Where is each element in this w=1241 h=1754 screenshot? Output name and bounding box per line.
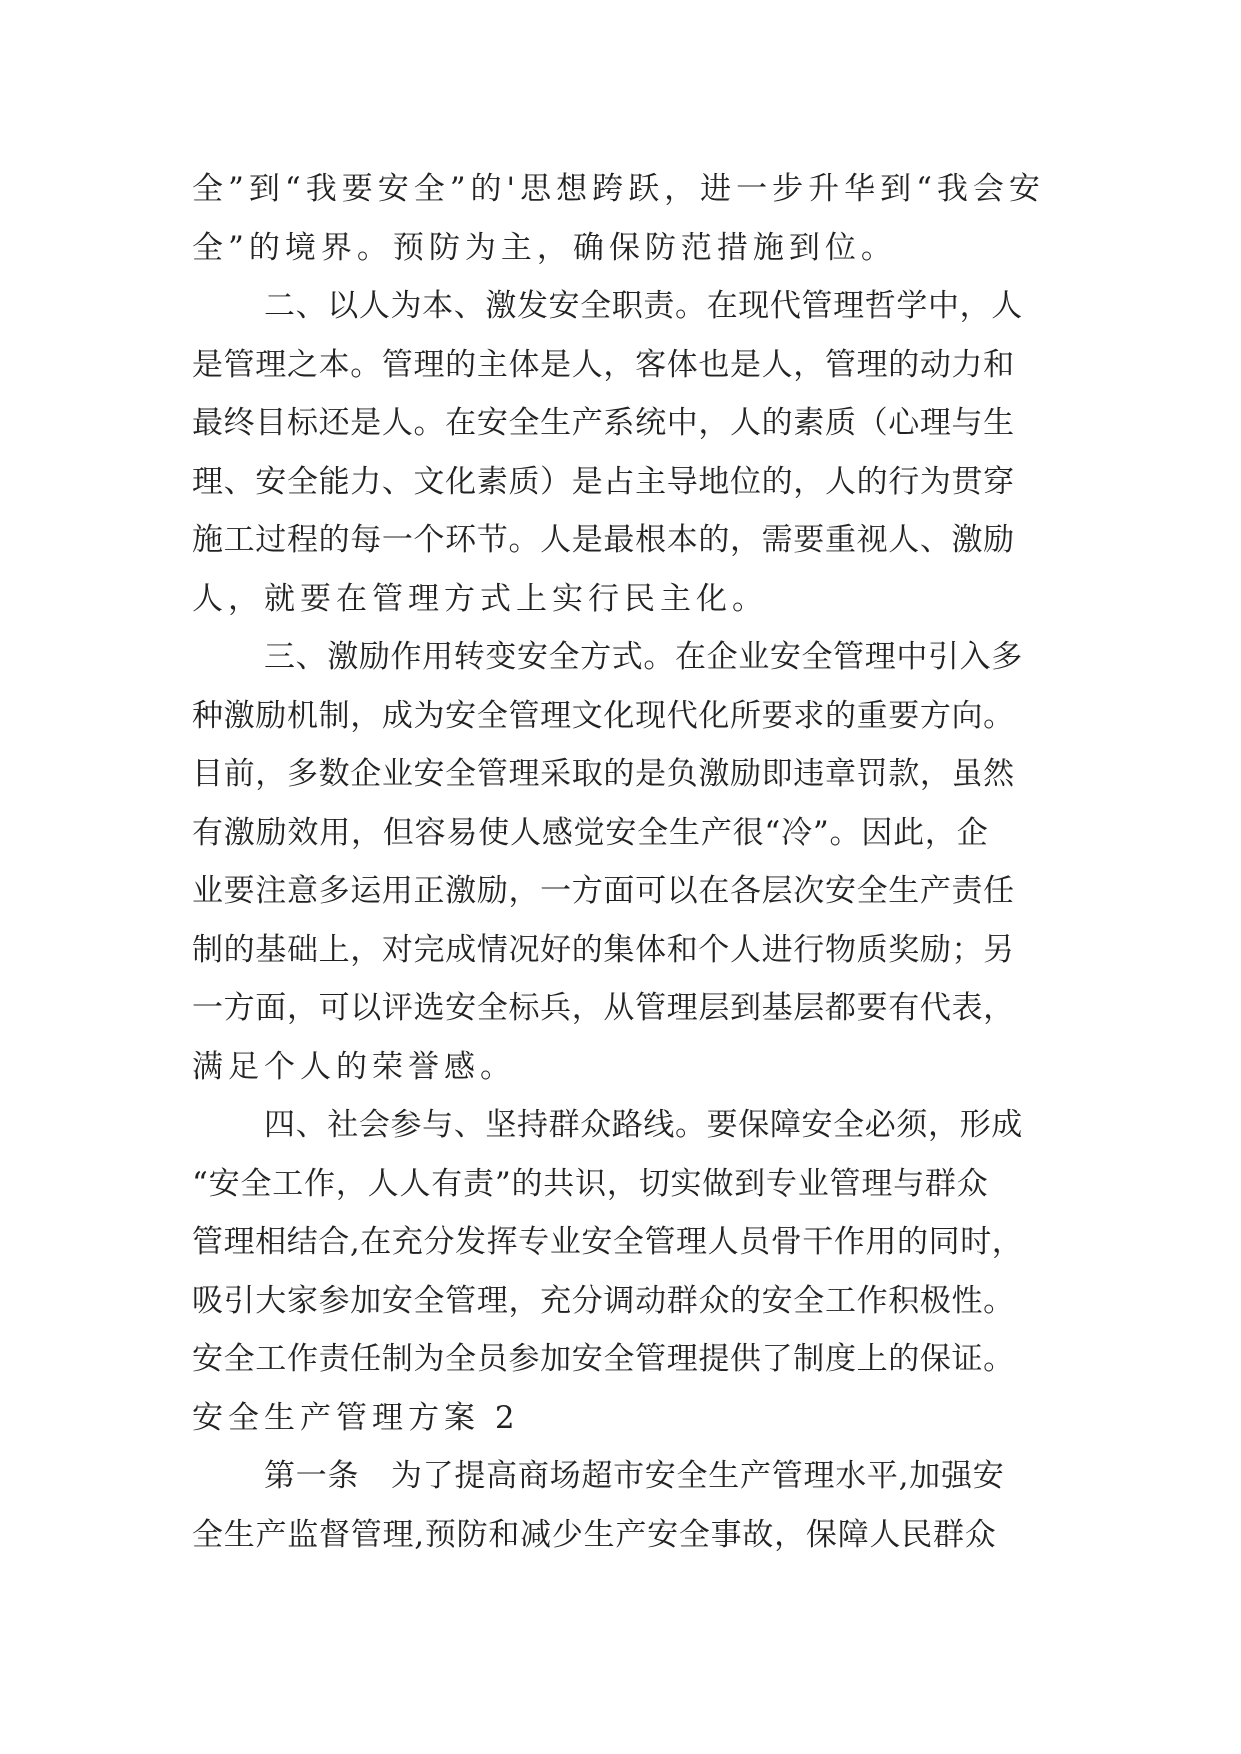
text-line: 四、社会参与、坚持群众路线。要保障安全必须，形成 — [264, 1107, 1023, 1143]
text-line: 施工过程的每一个环节。人是最根本的，需要重视人、激励 — [192, 522, 1015, 558]
text-line: 第一条 为了提高商场超市安全生产管理水平,加强安 — [264, 1458, 1005, 1494]
text-line: 安全生产管理方案 2 — [192, 1399, 520, 1436]
text-line: 满足个人的荣誉感。 — [192, 1048, 516, 1085]
document-body — [192, 160, 1062, 1564]
text-line: “安全工作，人人有责”的共识，切实做到专业管理与群众 — [192, 1165, 989, 1202]
text-line: 有激励效用，但容易使人感觉安全生产很“冷”。因此，企 — [192, 814, 989, 851]
text-line: 安全工作责任制为全员参加安全管理提供了制度上的保证。 — [192, 1341, 1015, 1377]
text-line: 人，就要在管理方式上实行民主化。 — [192, 580, 768, 617]
text-line: 管理相结合,在充分发挥专业安全管理人员骨干作用的同时， — [192, 1224, 1024, 1260]
text-line: 吸引大家参加安全管理，充分调动群众的安全工作积极性。 — [192, 1282, 1015, 1319]
text-line: 三、激励作用转变安全方式。在企业安全管理中引入多 — [264, 639, 1023, 675]
text-line: 最终目标还是人。在安全生产系统中，人的素质（心理与生 — [192, 405, 1015, 441]
text-line: 全生产监督管理,预防和减少生产安全事故，保障人民群众 — [192, 1516, 997, 1553]
text-line: 一方面，可以评选安全标兵，从管理层到基层都要有代表， — [192, 990, 1015, 1026]
text-line: 业要注意多运用正激励，一方面可以在各层次安全生产责任 — [192, 873, 1015, 909]
text-line: 理、安全能力、文化素质）是占主导地位的，人的行为贯穿 — [192, 463, 1015, 500]
text-line: 是管理之本。管理的主体是人，客体也是人，管理的动力和 — [192, 346, 1015, 383]
text-line: 种激励机制，成为安全管理文化现代化所要求的重要方向。 — [192, 697, 1015, 734]
text-line: 全”的境界。预防为主，确保防范措施到位。 — [192, 229, 897, 266]
text-line: 二、以人为本、激发安全职责。在现代管理哲学中，人 — [264, 288, 1023, 324]
text-line: 制的基础上，对完成情况好的集体和个人进行物质奖励；另 — [192, 931, 1015, 968]
text-line: 目前，多数企业安全管理采取的是负激励即违章罚款，虽然 — [192, 756, 1015, 792]
text-line: 全”到“我要安全”的'思想跨跃，进一步升华到“我会安 — [192, 171, 1045, 207]
